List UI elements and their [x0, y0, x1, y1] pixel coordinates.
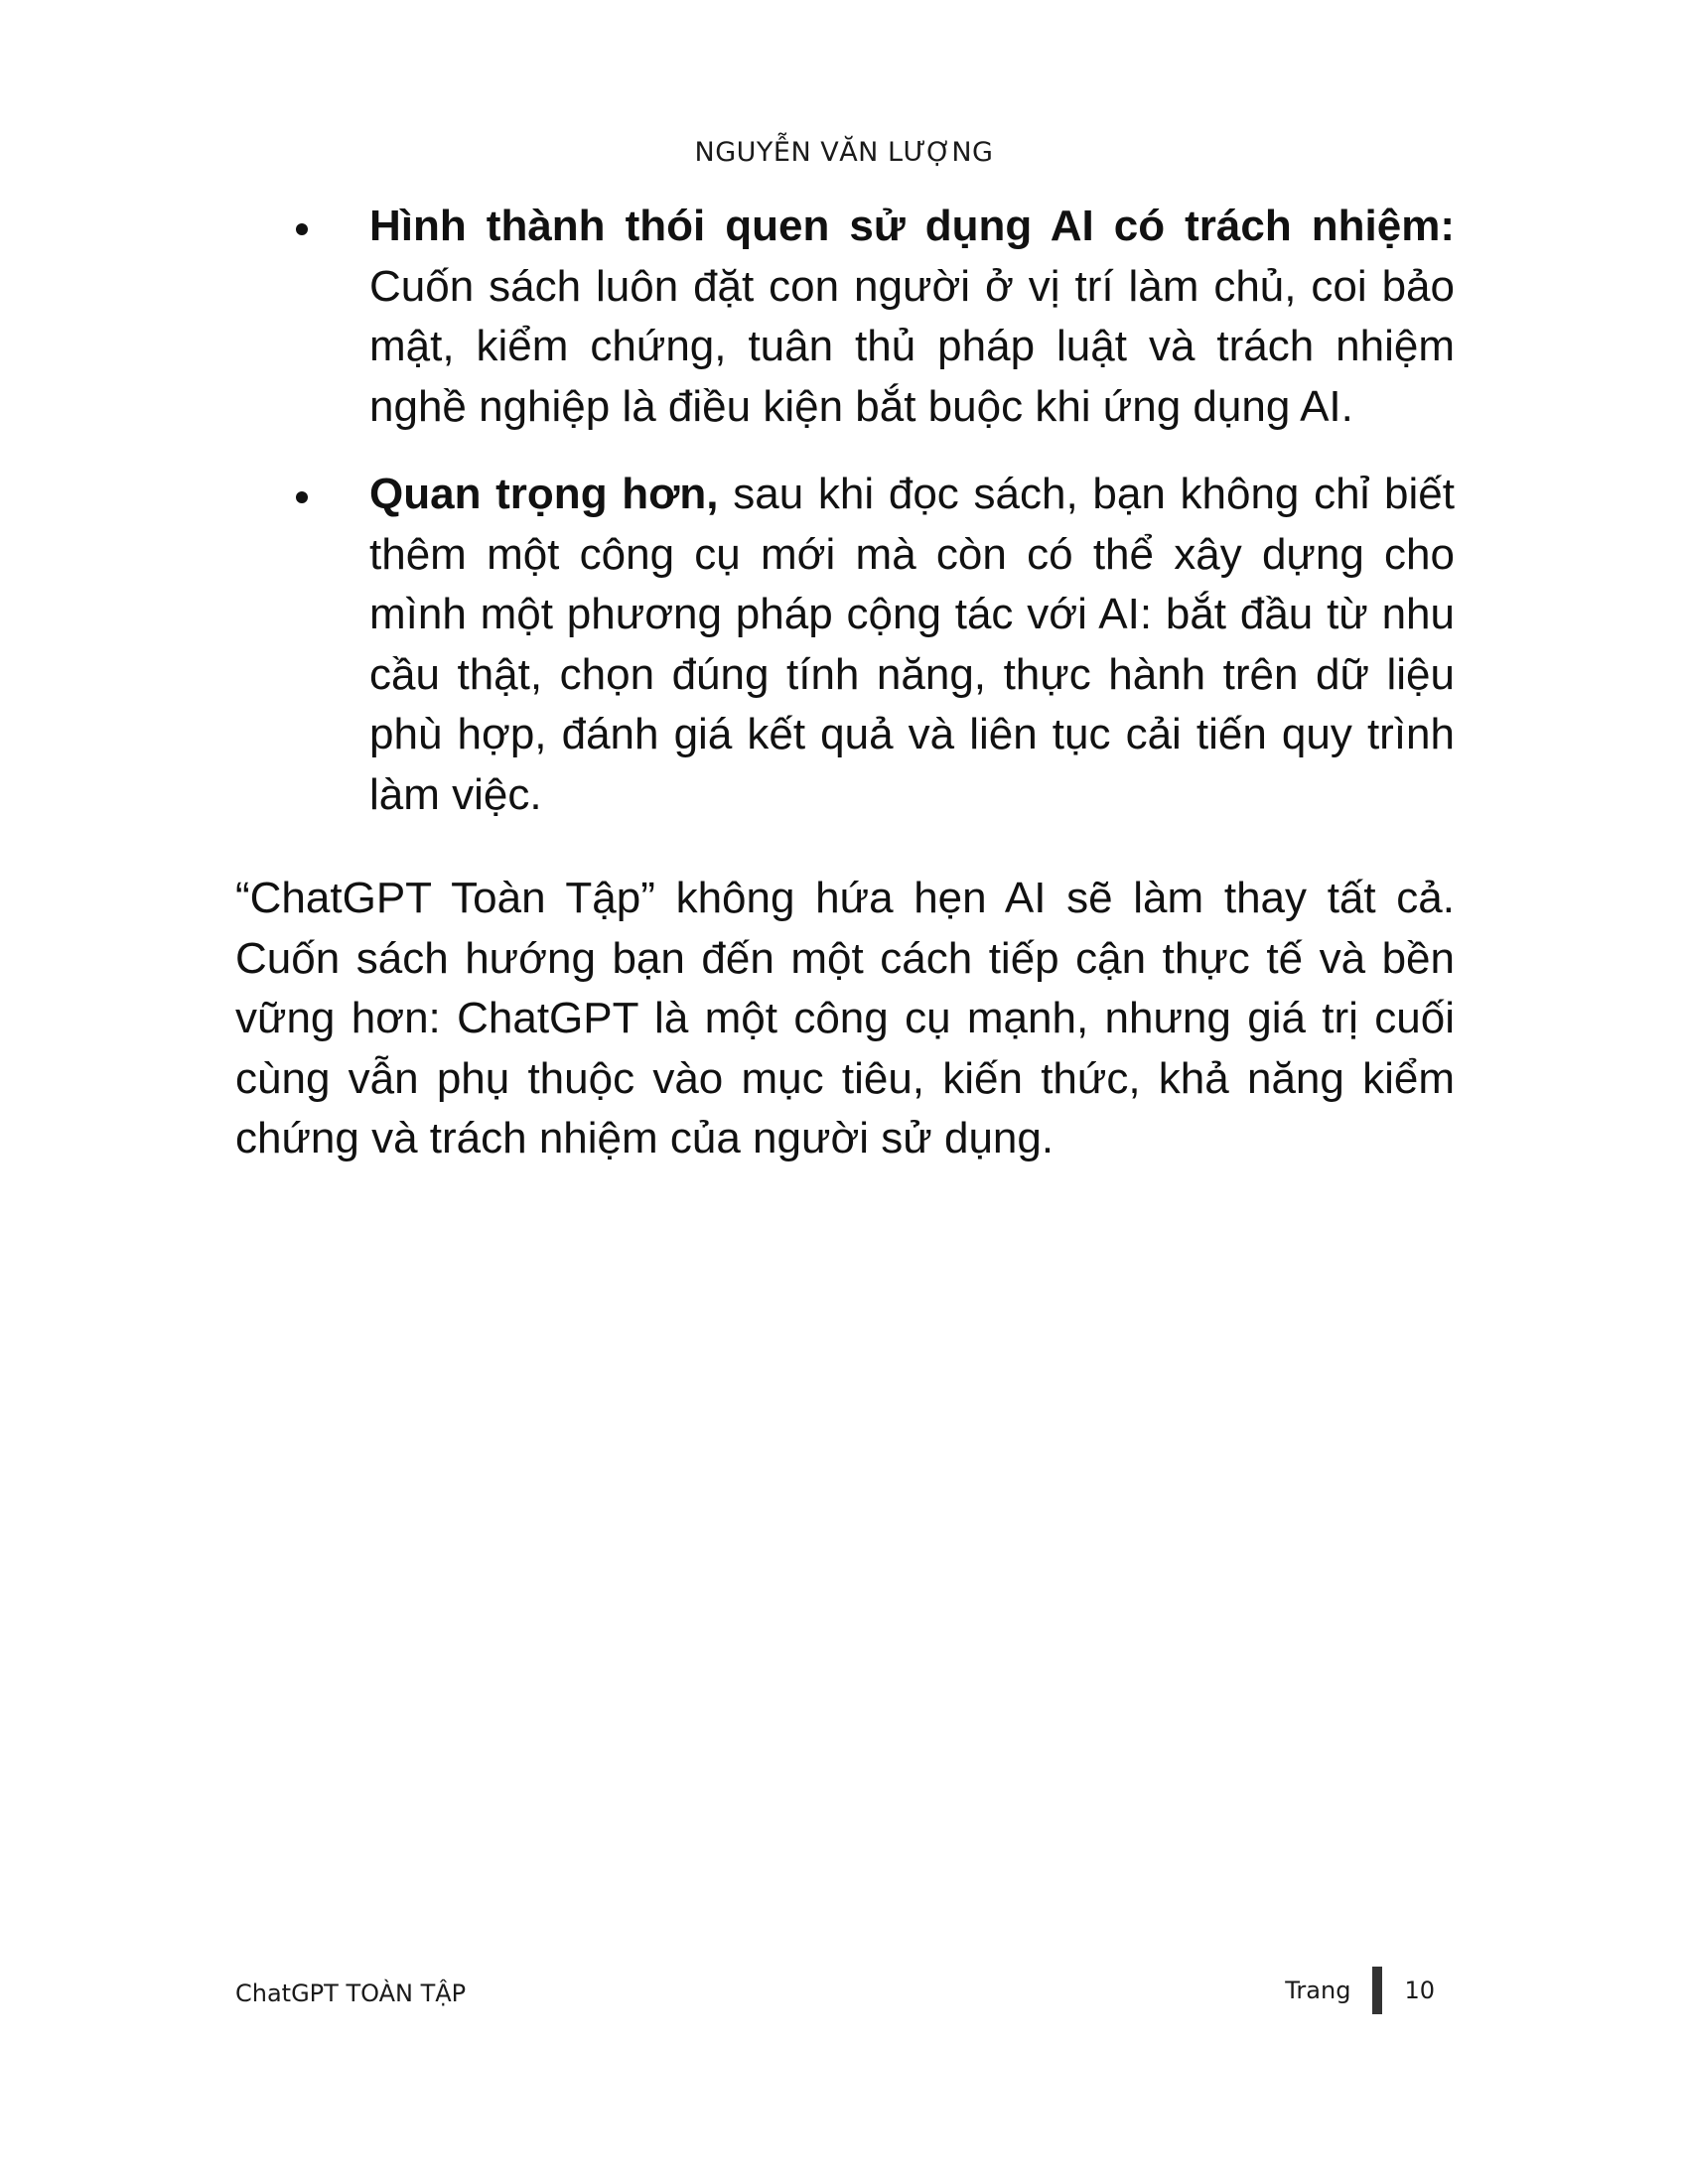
footer-page-info	[1285, 1966, 1435, 2015]
bullet-body-text: sau khi đọc sách, bạn không chỉ biết thêm một công cụ mới mà còn có thể xây dựng cho mình một phương pháp cộng tác với AI: bắt đầu từ nhu cầu thật, chọn đúng tính năng, thực hành trên dữ liệu phù hợp, đánh giá kết quả và liên tục cải tiến quy trình làm việc.	[369, 470, 1455, 819]
bullet-lead-text: Quan trọng hơn,	[369, 470, 719, 518]
bullet-item	[235, 465, 1455, 825]
running-header-author: NGUYỄN VĂN LƯỢNG	[694, 137, 994, 168]
bullet-dot-icon	[296, 491, 308, 503]
bullet-dot-icon	[296, 223, 308, 235]
footer-book-title: ChatGPT TOÀN TẬP	[235, 1979, 467, 2007]
closing-paragraph: “ChatGPT Toàn Tập” không hứa hẹn AI sẽ làm thay tất cả. Cuốn sách hướng bạn đến một cách tiếp cận thực tế và bền vững hơn: ChatGPT là một công cụ mạnh, nhưng giá trị cuối cùng vẫn phụ thuộc vào mục tiêu, kiến thức, khả năng kiểm chứng và trách nhiệm của người sử dụng.	[235, 874, 1455, 1162]
footer-page-label: Trang	[1285, 1977, 1351, 2004]
page-footer	[235, 1966, 1455, 2015]
bullet-item	[235, 197, 1455, 437]
footer-divider-bar	[1372, 1967, 1382, 2014]
bullet-lead-text: Hình thành thói quen sử dụng AI có trách nhiệm:	[369, 202, 1455, 250]
bullet-body-text: Cuốn sách luôn đặt con người ở vị trí làm chủ, coi bảo mật, kiểm chứng, tuân thủ pháp luật và trách nhiệm nghề nghiệp là điều kiện bắt buộc khi ứng dụng AI.	[369, 261, 1455, 431]
footer-page-number: 10	[1404, 1977, 1435, 2004]
page-body	[235, 197, 1455, 1169]
